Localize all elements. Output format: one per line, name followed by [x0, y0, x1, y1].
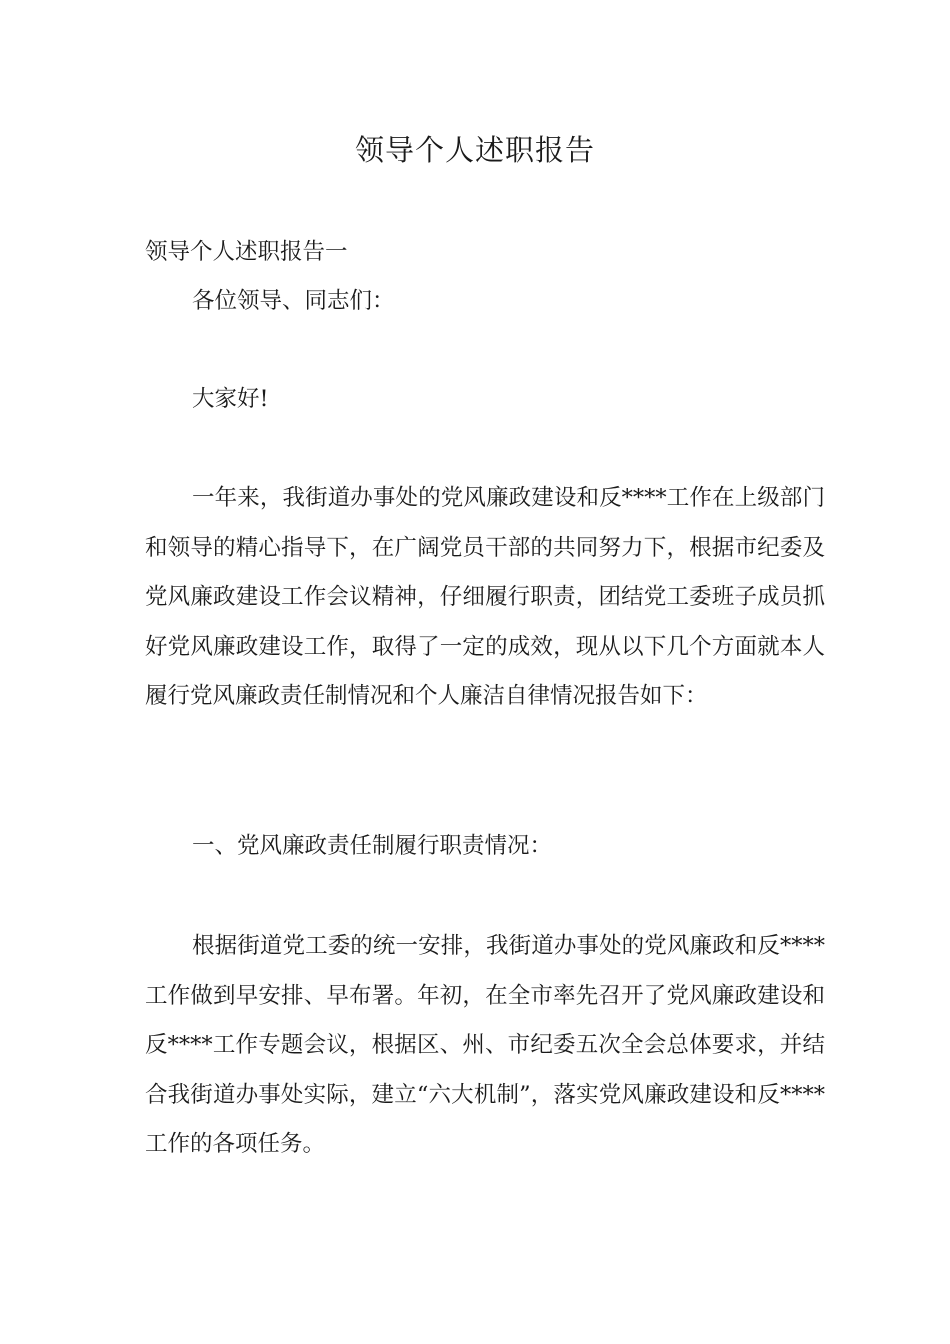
section-heading: 一、党风廉政责任制履行职责情况：: [192, 833, 553, 859]
document-title: 领导个人述职报告: [354, 133, 595, 167]
report-subtitle: 领导个人述职报告一: [145, 239, 348, 265]
hello-line: 大家好!: [192, 386, 269, 412]
greeting-line: 各位领导、同志们：: [192, 288, 395, 314]
paragraph-intro: 一年来，我街道办事处的党风廉政建设和反****工作在上级部门和领导的精心指导下，在广阔党员干部的共同努力下，根据市纪委及党风廉政建设工作会议精神，仔细履行职责，团结党工委班子成员抓好党风廉政建设工作，取得了一定的成效，现从以下几个方面就本人履行党风廉政责任制情况和个人廉洁自律情况报告如下：: [145, 485, 825, 709]
paragraph-section-one: 根据街道党工委的统一安排，我街道办事处的党风廉政和反****工作做到早安排、早布署。年初，在全市率先召开了党风廉政建设和反****工作专题会议，根据区、州、市纪委五次全会总体要求，并结合我街道办事处实际，建立“六大机制”，落实党风廉政建设和反****工作的各项任务。: [145, 933, 825, 1157]
